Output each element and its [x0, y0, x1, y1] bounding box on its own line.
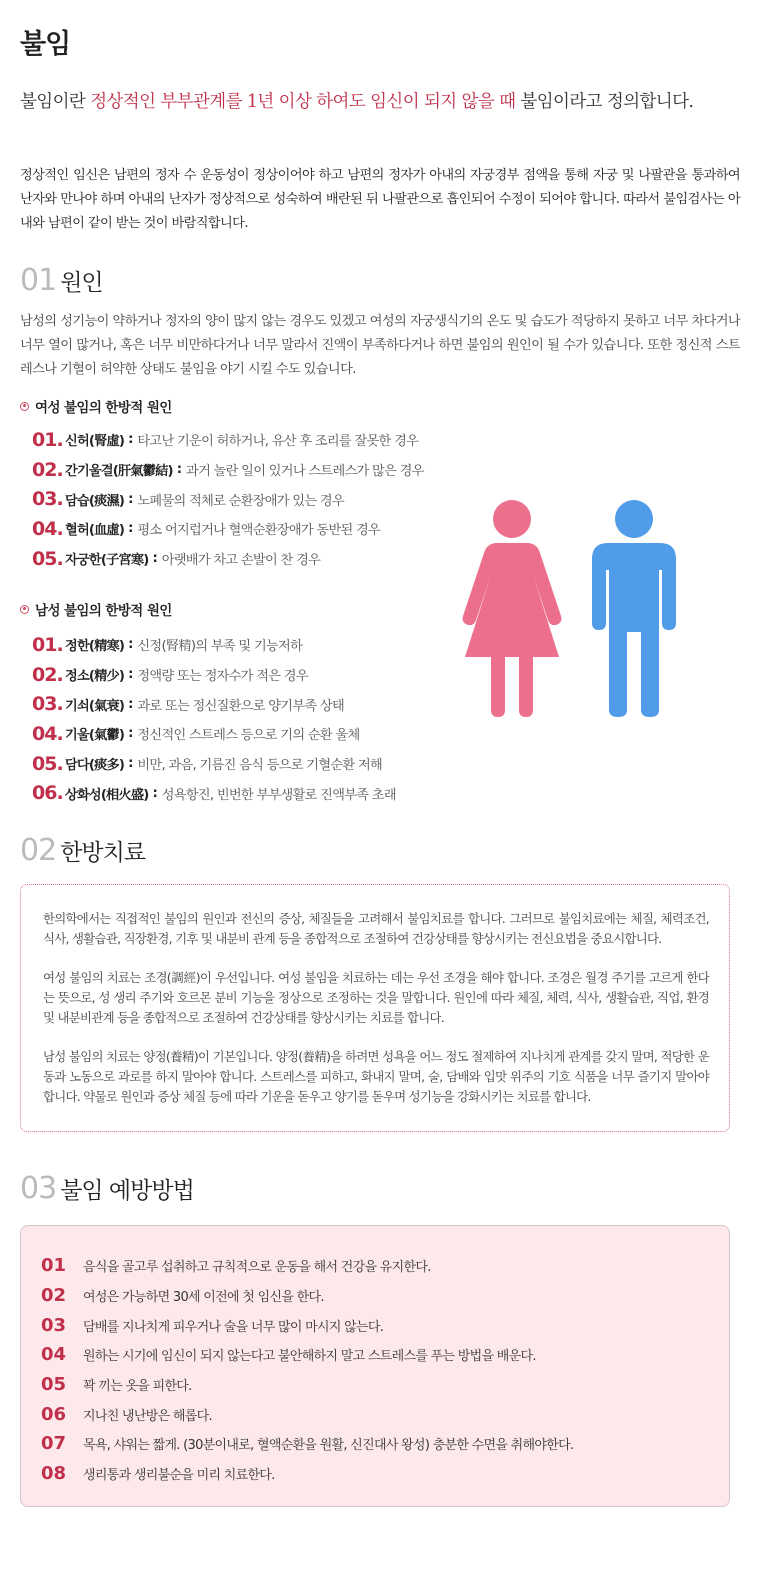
item-desc: 비만, 과음, 기름진 음식 등으로 기혈순환 저해	[137, 758, 383, 774]
list-item	[41, 1251, 729, 1281]
item-colon: :	[128, 491, 134, 507]
item-number: 02	[41, 1285, 67, 1307]
item-number: 05	[41, 1374, 67, 1396]
item-number: 04.	[32, 722, 63, 745]
item-number: 03	[41, 1314, 67, 1336]
item-desc: 지나친 냉난방은 해롭다.	[83, 1408, 212, 1424]
item-number: 03.	[32, 693, 63, 716]
item-number: 02.	[32, 663, 63, 686]
list-item	[32, 455, 424, 485]
definition-lead	[20, 86, 740, 118]
list-item	[32, 778, 396, 808]
cause-paragraph: 남성의 성기능이 약하거나 정자의 양이 많지 않는 경우도 있겠고 여성의 자궁생식기의 온도 및 습도가 적당하지 못하고 너무 차다거나 너무 열이 많거나, 혹은 너무 비만하다거나 너무 말라서 진액이 부족하다거나 하면 불임의 원인이 될 수가 있습니다. 또한 정신적 스트레스나 기혈이 허약한 상태도 불임을 야기 시킬 수도 있습니다.	[20, 314, 740, 377]
item-desc: 정신적인 스트레스 등으로 기의 순환 울체	[137, 728, 360, 744]
item-term: 신허(腎虛)	[65, 434, 125, 450]
item-desc: 원하는 시기에 임신이 되지 않는다고 불안해하지 말고 스트레스를 푸는 방법을 배운다.	[83, 1349, 536, 1365]
list-item	[41, 1399, 729, 1429]
prevention-list	[41, 1251, 729, 1489]
item-term: 상화성(相火盛)	[65, 787, 149, 803]
item-term: 담다(痰多)	[65, 758, 125, 774]
item-number: 07	[41, 1433, 67, 1455]
item-colon: :	[152, 551, 158, 567]
item-desc: 과로 또는 정신질환으로 양기부족 상태	[137, 698, 344, 714]
item-number: 06.	[32, 782, 63, 805]
item-desc: 담배를 지나치게 피우거나 술을 너무 많이 마시지 않는다.	[83, 1319, 384, 1335]
item-colon: :	[128, 637, 134, 653]
item-term: 기쇠(氣衰)	[65, 698, 125, 714]
treatment-paragraph: 한의학에서는 직접적인 불임의 원인과 전신의 증상, 체질들을 고려해서 불임치료를 합니다. 그러므로 불임치료에는 체질, 체력조건, 식사, 생활습관, 직장환경, 기후 및 내분비 관계 등을 종합적으로 조절하여 건강상태를 향상시키는 전신요법을 중요시합니다.	[43, 911, 709, 946]
female-cause-heading	[20, 396, 172, 416]
item-desc: 성욕항진, 빈번한 부부생활로 진액부족 초래	[161, 787, 396, 803]
section-number: 02	[20, 833, 57, 868]
bullet-circle-icon	[20, 402, 29, 411]
list-item	[32, 660, 396, 690]
bullet-circle-icon	[20, 605, 29, 614]
item-desc: 여성은 가능하면 30세 이전에 첫 임신을 한다.	[83, 1290, 324, 1306]
item-desc: 신정(腎精)의 부족 및 기능저하	[137, 639, 303, 655]
item-term: 기울(氣鬱)	[65, 728, 125, 744]
list-item	[41, 1281, 729, 1311]
female-cause-heading-label: 여성 불임의 한방적 원인	[35, 400, 172, 416]
section-number: 01	[20, 263, 57, 298]
item-number: 06	[41, 1403, 67, 1425]
list-item	[32, 719, 396, 749]
list-item	[41, 1459, 729, 1489]
couple-figures-illustration	[460, 495, 700, 725]
item-colon: :	[128, 521, 134, 537]
item-desc: 과거 놀란 일이 있거나 스트레스가 많은 경우	[186, 464, 424, 480]
item-number: 03.	[32, 488, 63, 511]
section-title: 불임 예방방법	[60, 1178, 194, 1204]
section-number: 03	[20, 1171, 57, 1206]
list-item	[32, 544, 424, 574]
item-colon: :	[128, 726, 134, 742]
list-item	[32, 484, 424, 514]
item-colon: :	[128, 667, 134, 683]
page-title: 불임	[20, 29, 71, 60]
item-term: 정한(精寒)	[65, 639, 125, 655]
item-term: 정소(精少)	[65, 669, 125, 685]
male-figure-icon	[592, 500, 676, 717]
treatment-box	[20, 884, 730, 1132]
item-number: 04.	[32, 517, 63, 540]
section-title: 한방치료	[60, 840, 146, 866]
lead-highlight: 정상적인 부부관계를 1년 이상 하여도 임신이 되지 않을 때	[90, 92, 516, 112]
item-desc: 목욕, 샤워는 짧게. (30분이내로, 혈액순환을 원활, 신진대사 왕성) 충분한 수면을 취해야한다.	[83, 1438, 574, 1454]
list-item	[41, 1370, 729, 1400]
item-term: 담습(痰濕)	[65, 493, 125, 509]
item-desc: 음식을 골고루 섭취하고 규칙적으로 운동을 해서 건강을 유지한다.	[83, 1260, 431, 1276]
item-colon: :	[176, 462, 183, 478]
item-desc: 정액량 또는 정자수가 적은 경우	[137, 669, 308, 685]
prevention-box	[20, 1225, 730, 1507]
section-title: 원인	[60, 270, 103, 296]
list-item	[32, 514, 424, 544]
item-number: 02.	[32, 458, 63, 481]
list-item	[32, 630, 396, 660]
treatment-paragraph: 남성 불임의 치료는 양정(養精)이 기본입니다. 양정(養精)을 하려면 성욕을 어느 정도 절제하여 지나치게 관계를 갖지 말며, 적당한 운동과 노동으로 과로를 하지 말아야 합니다. 스트레스를 피하고, 화내지 말며, 술, 담배와 입맛 위주의 기호 식품을 너무 즐기지 말아야 합니다. 약물로 원인과 증상 체질 등에 따라 기운을 돋우고 양기를 돋우며 성기능을 강화시키는 치료를 합니다.	[43, 1049, 709, 1104]
item-desc: 아랫배가 차고 손발이 찬 경우	[161, 553, 321, 569]
male-cause-list	[32, 630, 396, 808]
item-desc: 타고난 기운이 허하거나, 유산 후 조리를 잘못한 경우	[137, 434, 419, 450]
male-cause-heading	[20, 599, 172, 619]
item-colon: :	[128, 432, 134, 448]
item-term: 간기울결(肝氣鬱結)	[65, 464, 173, 480]
female-cause-list	[32, 425, 424, 573]
item-number: 01.	[32, 633, 63, 656]
item-desc: 생리통과 생리불순을 미리 치료한다.	[83, 1468, 275, 1484]
male-cause-heading-label: 남성 불임의 한방적 원인	[35, 603, 172, 619]
item-colon: :	[152, 785, 158, 801]
list-item	[41, 1310, 729, 1340]
section-prevention-heading	[20, 1171, 194, 1206]
intro-paragraph: 정상적인 임신은 남편의 정자 수 운동성이 정상이어야 하고 남편의 정자가 아내의 자궁경부 점액을 통해 자궁 및 나팔관을 통과하여 난자와 만나야 하며 아내의 난자가 정상적으로 성숙하여 배란된 뒤 나팔관으로 흡인되어 수정이 되어야 합니다. 따라서 불임검사는 아내와 남편이 같이 받는 것이 바람직합니다.	[20, 168, 740, 231]
treatment-paragraph: 여성 불임의 치료는 조경(調經)이 우선입니다. 여성 불임을 치료하는 데는 우선 조경을 해야 합니다. 조경은 월경 주기를 고르게 한다는 뜻으로, 성 생리 주기와 호르몬 분비 기능을 정상으로 조정하는 것을 말합니다. 원인에 따라 체질, 체력, 식사, 생활습관, 직업, 환경 및 내분비관계 등을 종합적으로 조절하여 건강상태를 향상시키는 치료를 합니다.	[43, 970, 709, 1025]
item-colon: :	[128, 696, 134, 712]
list-item	[41, 1429, 729, 1459]
lead-prefix: 불임이란	[20, 92, 91, 112]
section-cause-heading	[20, 263, 103, 298]
item-desc: 노폐물의 적체로 순환장애가 있는 경우	[137, 493, 344, 509]
list-item	[32, 425, 424, 455]
item-desc: 꽉 끼는 옷을 피한다.	[83, 1379, 192, 1395]
list-item	[32, 689, 396, 719]
item-number: 01.	[32, 428, 63, 451]
item-term: 혈허(血虛)	[65, 523, 125, 539]
item-number: 05.	[32, 752, 63, 775]
item-number: 01	[41, 1255, 67, 1277]
section-treatment-heading	[20, 833, 145, 868]
item-term: 자궁한(子宮寒)	[65, 553, 149, 569]
lead-suffix: 불임이라고 정의합니다.	[515, 92, 694, 112]
list-item	[41, 1340, 729, 1370]
female-figure-icon	[463, 500, 562, 717]
item-number: 04	[41, 1344, 67, 1366]
item-number: 08	[41, 1463, 67, 1485]
item-number: 05.	[32, 547, 63, 570]
list-item	[32, 749, 396, 779]
item-desc: 평소 어지럽거나 혈액순환장애가 동반된 경우	[137, 523, 381, 539]
item-colon: :	[128, 756, 134, 772]
